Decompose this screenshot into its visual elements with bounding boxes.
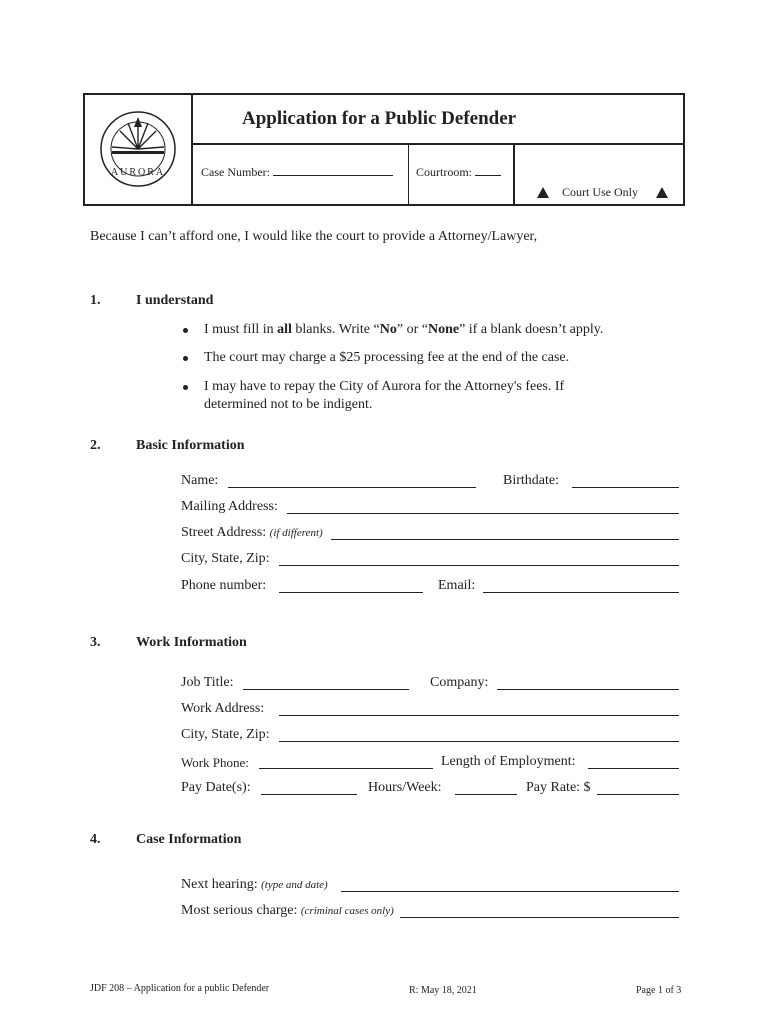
work-city-state-zip-label: City, State, Zip: — [181, 727, 270, 742]
hours-week-field[interactable] — [455, 794, 517, 795]
city-state-zip-field[interactable] — [279, 565, 679, 566]
courtroom-cell — [409, 145, 515, 204]
email-label: Email: — [438, 578, 476, 593]
birthdate-field[interactable] — [572, 487, 679, 488]
section4-heading: Case Information — [136, 832, 242, 847]
email-field[interactable] — [483, 592, 679, 593]
case-number-label: Case Number: — [201, 165, 270, 179]
bullet3-text-line2: determined not to be indigent. — [204, 397, 373, 412]
job-title-field[interactable] — [243, 689, 409, 690]
bullet3-text-line1: I may have to repay the City of Aurora for the Attorney's fees. If — [204, 379, 565, 394]
work-phone-label: Work Phone: — [181, 755, 249, 770]
phone-number-field[interactable] — [279, 592, 423, 593]
work-address-field[interactable] — [279, 715, 679, 716]
most-serious-charge-note: (criminal cases only) — [300, 905, 394, 917]
mailing-address-field[interactable] — [287, 513, 679, 514]
case-number-cell — [193, 145, 409, 204]
most-serious-charge-field[interactable] — [400, 917, 679, 918]
next-hearing-note: (type and date) — [261, 879, 328, 891]
city-state-zip-label: City, State, Zip: — [181, 551, 270, 566]
section2-number: 2. — [90, 438, 101, 453]
case-number-field[interactable] — [273, 163, 393, 176]
company-label: Company: — [430, 675, 489, 690]
length-of-employment-field[interactable] — [588, 768, 679, 769]
pay-dates-label: Pay Date(s): — [181, 780, 251, 795]
court-use-only-label: Court Use Only — [562, 185, 638, 199]
aurora-seal-logo — [98, 109, 178, 189]
street-address-note: (if different) — [269, 527, 323, 539]
section3-heading: Work Information — [136, 635, 247, 650]
section3-number: 3. — [90, 635, 101, 650]
length-of-employment-label: Length of Employment: — [441, 754, 576, 769]
footer-page-number: Page 1 of 3 — [636, 985, 682, 996]
phone-number-label: Phone number: — [181, 578, 267, 593]
header-box — [83, 93, 685, 206]
mailing-address-label: Mailing Address: — [181, 499, 278, 514]
birthdate-label: Birthdate: — [503, 473, 559, 488]
section2-heading: Basic Information — [136, 438, 245, 453]
intro-text: Because I can’t afford one, I would like the court to provide a Attorney/Lawyer, — [90, 229, 538, 244]
bullet2-text: The court may charge a $25 processing fee at the end of the case. — [204, 350, 570, 365]
court-use-only-cell — [515, 145, 683, 204]
form-title: Application for a Public Defender — [242, 108, 517, 129]
pay-rate-field[interactable] — [597, 794, 679, 795]
most-serious-charge-label: Most serious charge: (criminal cases only) — [181, 903, 394, 918]
work-address-label: Work Address: — [181, 701, 265, 716]
street-address-label: Street Address: (if different) — [181, 525, 323, 540]
bullet-icon — [183, 356, 188, 361]
company-field[interactable] — [497, 689, 679, 690]
section1-heading: I understand — [136, 293, 214, 308]
pay-dates-field[interactable] — [261, 794, 357, 795]
section4-number: 4. — [90, 832, 101, 847]
name-field[interactable] — [228, 487, 476, 488]
pay-rate-label: Pay Rate: $ — [526, 780, 591, 795]
svg-text:AURORA: AURORA — [110, 167, 166, 178]
triangle-up-icon — [656, 187, 668, 198]
logo-cell — [85, 95, 193, 204]
bullet-icon — [183, 328, 188, 333]
triangle-up-icon — [537, 187, 549, 198]
next-hearing-label: Next hearing: (type and date) — [181, 877, 328, 892]
footer-form-id: JDF 208 – Application for a public Defender — [90, 983, 270, 994]
footer-revision: R: May 18, 2021 — [409, 985, 477, 996]
work-phone-field[interactable] — [259, 768, 433, 769]
bullet-icon — [183, 385, 188, 390]
section1-number: 1. — [90, 293, 101, 308]
courtroom-field[interactable] — [475, 163, 501, 176]
bullet1-text: I must fill in all blanks. Write “No” or “None” if a blank doesn’t apply. — [204, 322, 604, 337]
title-cell — [193, 95, 683, 145]
work-city-state-zip-field[interactable] — [279, 741, 679, 742]
courtroom-label: Courtroom: — [416, 165, 472, 179]
street-address-field[interactable] — [331, 539, 679, 540]
job-title-label: Job Title: — [181, 675, 234, 690]
name-label: Name: — [181, 473, 219, 488]
hours-week-label: Hours/Week: — [368, 780, 442, 795]
next-hearing-field[interactable] — [341, 891, 679, 892]
